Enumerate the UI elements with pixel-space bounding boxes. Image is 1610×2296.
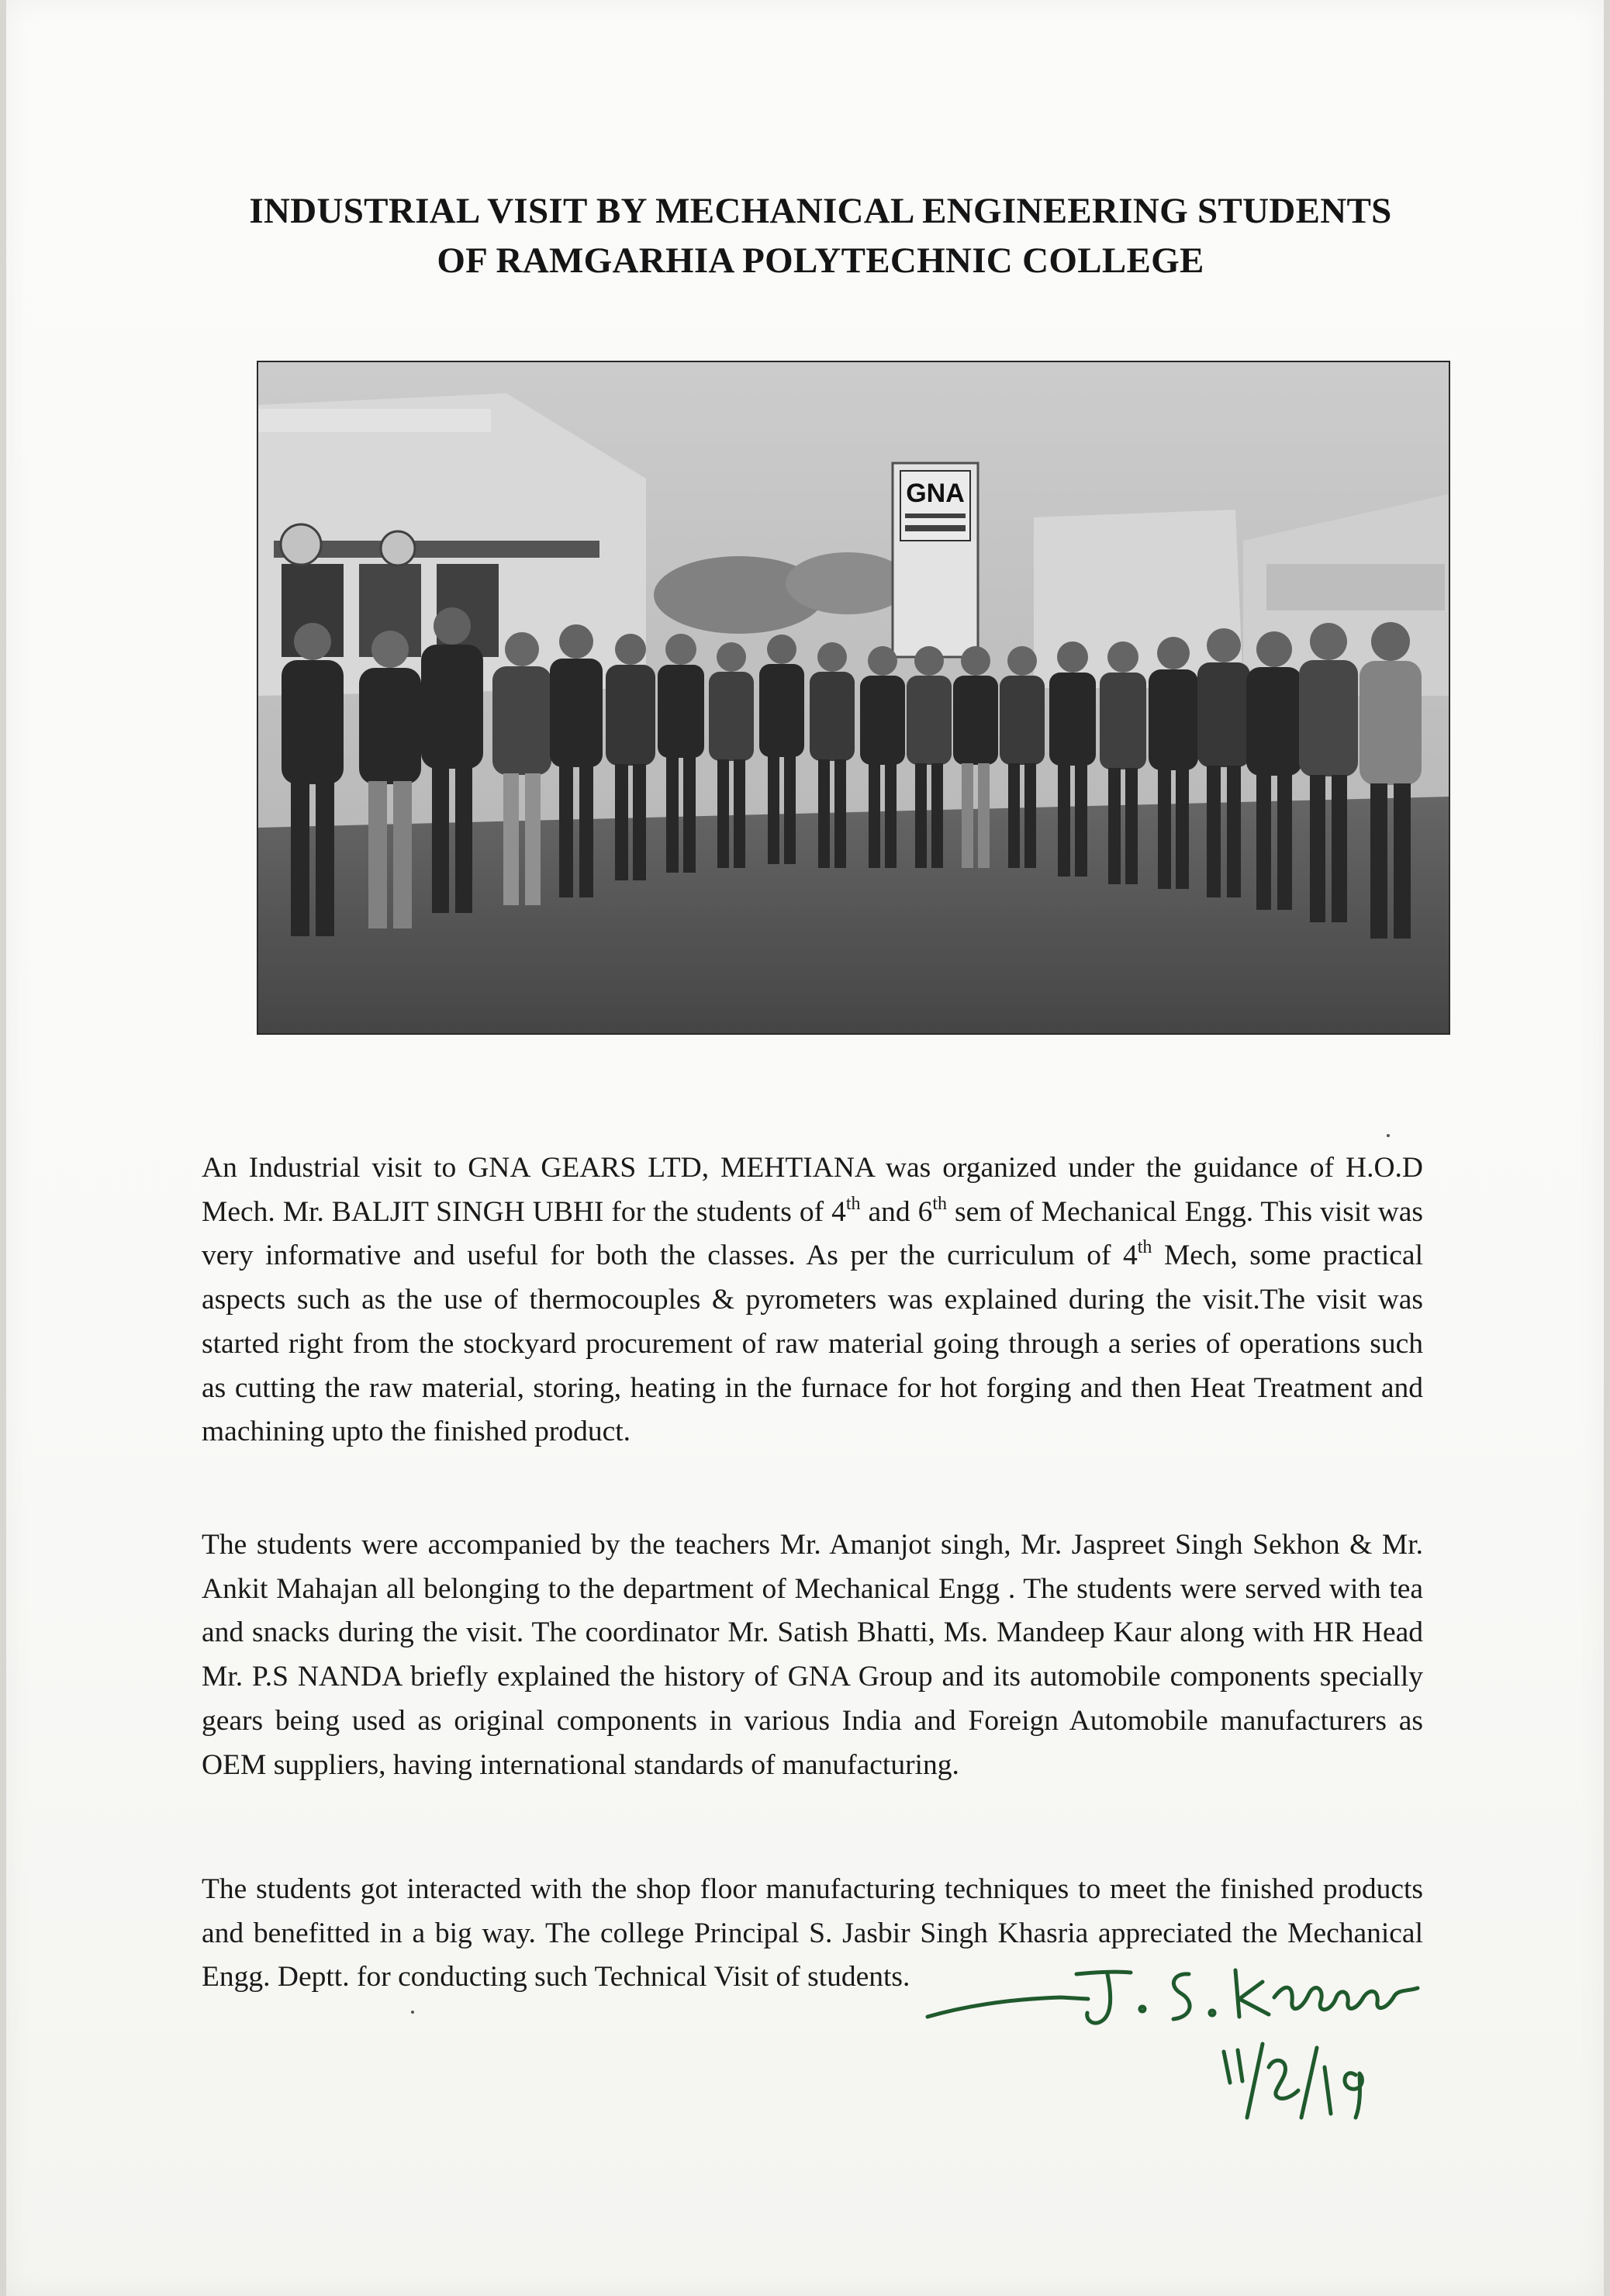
principal-signature <box>921 1951 1433 2145</box>
document-title <box>161 186 1480 285</box>
title-line-2: OF RAMGARHIA POLYTECHNIC COLLEGE <box>437 240 1204 281</box>
ordinal-suffix: th <box>932 1193 948 1214</box>
gna-sign-text: GNA <box>906 479 965 508</box>
ordinal-suffix: th <box>845 1193 861 1214</box>
stray-mark <box>411 2011 414 2014</box>
title-line-1: INDUSTRIAL VISIT BY MECHANICAL ENGINEERING STUDENTS <box>249 191 1392 231</box>
paragraph-visit-summary <box>202 1146 1423 1454</box>
stray-mark <box>1387 1134 1390 1137</box>
paragraph-1-part-2: and 6 <box>860 1195 933 1228</box>
paragraph-1-part-4: Mech, some practical aspects such as the use of thermocouples & pyrometers was explained during the visit.The visit was started right from the stockyard procurement of raw material going through a series of operations such as cutting the raw material, storing, heating in the furnace for hot forging and then Heat Treatment and machining upto the finished product. <box>202 1240 1423 1448</box>
paragraph-teachers: The students were accompanied by the teachers Mr. Amanjot singh, Mr. Jaspreet Singh Sekhon & Mr. Ankit Mahajan all belonging to the department of Mechanical Engg . The students were served with tea and snacks during the visit. The coordinator Mr. Satish Bhatti, Ms. Mandeep Kaur along with HR Head Mr. P.S NANDA briefly explained the history of GNA Group and its automobile components specially gears being used as original components in various India and Foreign Automobile manufacturers as OEM suppliers, having international standards of manufacturing. <box>202 1529 1423 1781</box>
paragraph-conclusion: The students got interacted with the shop floor manufacturing techniques to meet the finished products and benefitted in a big way. The college Principal S. Jasbir Singh Khasria appreciated the Mechanical Engg. Deptt. for conducting such Technical Visit of students. <box>202 1873 1423 1993</box>
document-page <box>6 0 1604 2296</box>
ordinal-suffix: th <box>1137 1237 1152 1258</box>
signature-ink <box>921 1951 1433 2145</box>
paragraph-1-part-3: sem of Mechanical Engg. This visit was very informative and useful for both the classes. As per the curriculum of 4 <box>202 1195 1423 1272</box>
group-photo <box>257 361 1450 1035</box>
paragraph-1-part-1: An Industrial visit to GNA GEARS LTD, MEHTIANA was organized under the guidance of H.O.D Mech. Mr. BALJIT SINGH UBHI for the students of 4 <box>202 1152 1423 1228</box>
